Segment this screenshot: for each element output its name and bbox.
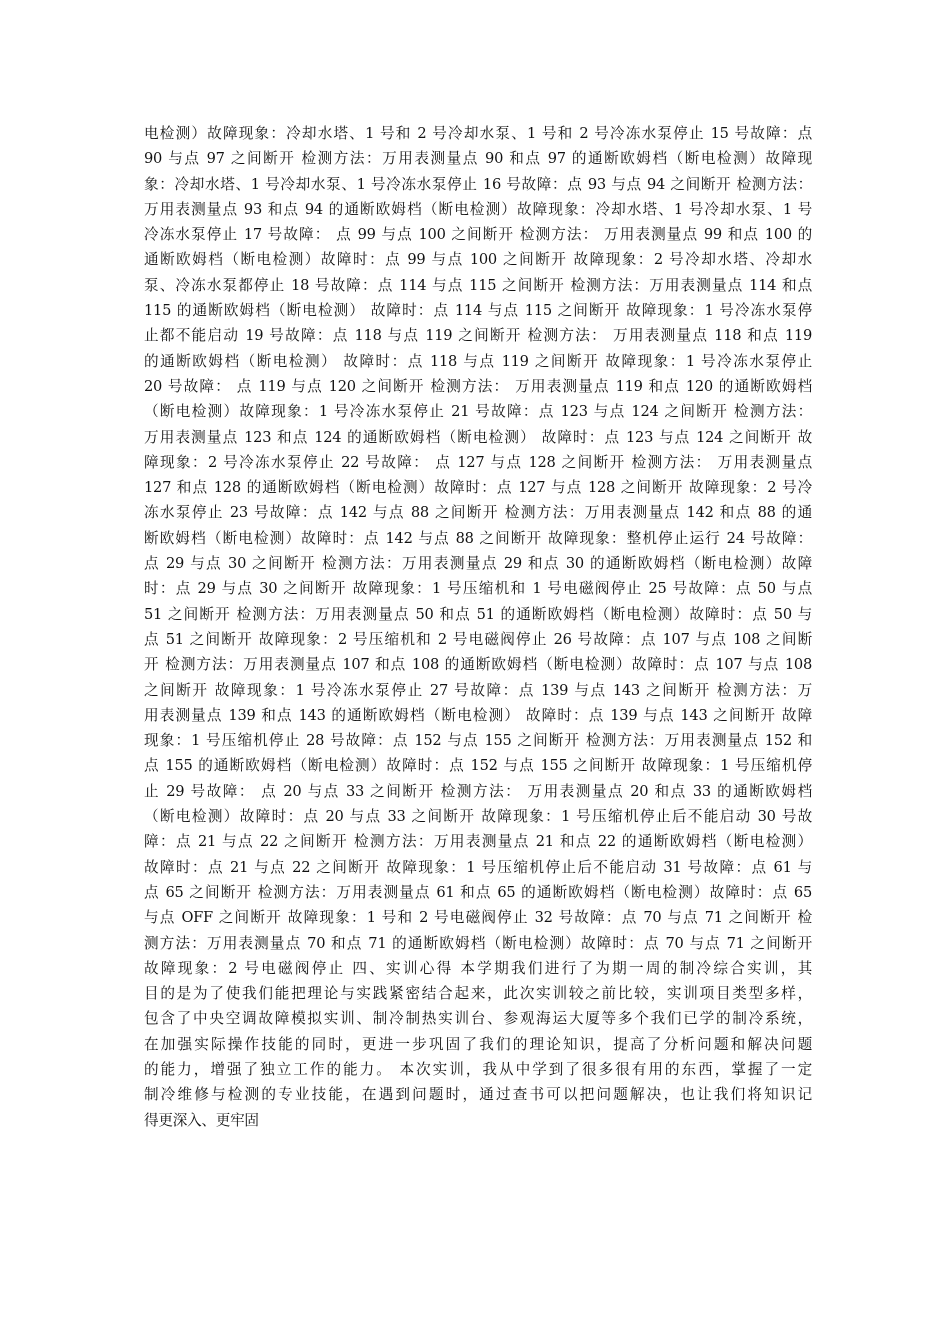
text-line-27: 止 29 号故障： 点 20 与点 33 之间断开 检测方法： 万用表测量点 20 和点 33 的通断欧姆档 [144, 782, 812, 800]
text-line-30: 故障时：点 21 与点 22 之间断开 故障现象：1 号压缩机停止后不能启动 31 号故障：点 61 与 [144, 858, 812, 876]
text-line-6: 通断欧姆档（断电检测）故障时：点 99 与点 100 之间断开 故障现象：2 号冷却水塔、冷却水 [144, 251, 812, 269]
text-line-31: 点 65 之间断开 检测方法：万用表测量点 61 和点 65 的通断欧姆档（断电检测）故障时：点 65 [144, 883, 812, 901]
text-line-33: 测方法：万用表测量点 70 和点 71 的通断欧姆档（断电检测）故障时：点 70 与点 71 之间断开 [144, 934, 812, 952]
text-line-21: 点 51 之间断开 故障现象：2 号压缩机和 2 号电磁阀停止 26 号故障：点 107 与点 108 之间断 [144, 630, 812, 648]
document-body [144, 121, 812, 1133]
text-line-2: 90 与点 97 之间断开 检测方法：万用表测量点 90 和点 97 的通断欧姆档（断电检测）故障现 [144, 150, 812, 168]
text-line-35: 目的是为了使我们能把理论与实践紧密结合起来，此次实训较之前比较，实训项目类型多样， [144, 985, 812, 1003]
text-line-25: 现象：1 号压缩机停止 28 号故障：点 152 与点 155 之间断开 检测方法：万用表测量点 152 和 [144, 732, 812, 750]
text-line-4: 万用表测量点 93 和点 94 的通断欧姆档（断电检测）故障现象：冷却水塔、1 号冷却水泵、1 号 [144, 200, 812, 218]
text-line-7: 泵、冷冻水泵都停止 18 号故障：点 114 与点 115 之间断开 检测方法：万用表测量点 114 和点 [144, 276, 812, 294]
text-line-20: 51 之间断开 检测方法：万用表测量点 50 和点 51 的通断欧姆档（断电检测）故障时：点 50 与 [144, 605, 812, 623]
text-line-36: 包含了中央空调故障模拟实训、制冷制热实训台、参观海运大厦等多个我们已学的制冷系统， [144, 1010, 812, 1028]
text-line-37: 在加强实际操作技能的同时，更进一步巩固了我们的理论知识，提高了分析问题和解决问题 [144, 1035, 812, 1053]
text-line-13: 万用表测量点 123 和点 124 的通断欧姆档（断电检测） 故障时：点 123 与点 124 之间断开 故 [144, 428, 812, 446]
text-line-29: 障：点 21 与点 22 之间断开 检测方法：万用表测量点 21 和点 22 的通断欧姆档（断电检测） [144, 833, 812, 851]
text-line-39: 制冷维修与检测的专业技能，在遇到问题时，通过查书可以把问题解决，也让我们将知识记 [144, 1086, 812, 1104]
text-line-8: 115 的通断欧姆档（断电检测） 故障时：点 114 与点 115 之间断开 故障现象：1 号冷冻水泵停 [144, 302, 812, 320]
text-line-26: 点 155 的通断欧姆档（断电检测）故障时：点 152 与点 155 之间断开 故障现象：1 号压缩机停 [144, 757, 812, 775]
text-line-18: 点 29 与点 30 之间断开 检测方法：万用表测量点 29 和点 30 的通断欧姆档（断电检测）故障 [144, 555, 812, 573]
text-line-1: 电检测）故障现象：冷却水塔、1 号和 2 号冷却水泵、1 号和 2 号冷冻水泵停止 15 号故障：点 [144, 125, 812, 142]
text-line-40: 得更深入、更牢固 [144, 1111, 259, 1129]
text-line-32: 与点 OFF 之间断开 故障现象：1 号和 2 号电磁阀停止 32 号故障：点 70 与点 71 之间断开 检 [144, 909, 812, 927]
text-line-38: 的能力，增强了独立工作的能力。 本次实训，我从中学到了很多很有用的东西，掌握了一定 [144, 1060, 812, 1078]
text-line-28: （断电检测）故障时：点 20 与点 33 之间断开 故障现象：1 号压缩机停止后不能启动 30 号故 [144, 808, 812, 826]
text-line-3: 象：冷却水塔、1 号冷却水泵、1 号冷冻水泵停止 16 号故障：点 93 与点 94 之间断开 检测方法： [144, 175, 812, 193]
text-line-24: 用表测量点 139 和点 143 的通断欧姆档（断电检测） 故障时：点 139 与点 143 之间断开 故障 [144, 706, 812, 724]
text-line-9: 止都不能启动 19 号故障：点 118 与点 119 之间断开 检测方法： 万用表测量点 118 和点 119 [144, 327, 812, 345]
text-line-5: 冷冻水泵停止 17 号故障： 点 99 与点 100 之间断开 检测方法： 万用表测量点 99 和点 100 的 [144, 226, 812, 244]
text-line-22: 开 检测方法：万用表测量点 107 和点 108 的通断欧姆档（断电检测）故障时：点 107 与点 108 [144, 656, 812, 674]
text-line-11: 20 号故障： 点 119 与点 120 之间断开 检测方法： 万用表测量点 119 和点 120 的通断欧姆档 [144, 377, 812, 395]
text-line-10: 的通断欧姆档（断电检测） 故障时：点 118 与点 119 之间断开 故障现象：1 号冷冻水泵停止 [144, 352, 812, 370]
text-line-17: 断欧姆档（断电检测）故障时：点 142 与点 88 之间断开 故障现象：整机停止运行 24 号故障： [144, 529, 812, 547]
text-line-19: 时：点 29 与点 30 之间断开 故障现象：1 号压缩机和 1 号电磁阀停止 25 号故障：点 50 与点 [144, 580, 812, 598]
text-line-16: 冻水泵停止 23 号故障：点 142 与点 88 之间断开 检测方法：万用表测量点 142 和点 88 的通 [144, 504, 812, 522]
text-line-12: （断电检测）故障现象：1 号冷冻水泵停止 21 号故障：点 123 与点 124 之间断开 检测方法： [144, 403, 812, 421]
text-line-23: 之间断开 故障现象：1 号冷冻水泵停止 27 号故障：点 139 与点 143 之间断开 检测方法：万 [144, 681, 812, 699]
text-line-14: 障现象：2 号冷冻水泵停止 22 号故障： 点 127 与点 128 之间断开 检测方法： 万用表测量点 [144, 453, 812, 471]
text-line-34: 故障现象：2 号电磁阀停止 四、实训心得 本学期我们进行了为期一周的制冷综合实训，其 [144, 959, 812, 977]
text-line-15: 127 和点 128 的通断欧姆档（断电检测）故障时：点 127 与点 128 之间断开 故障现象：2 号冷 [144, 479, 812, 497]
